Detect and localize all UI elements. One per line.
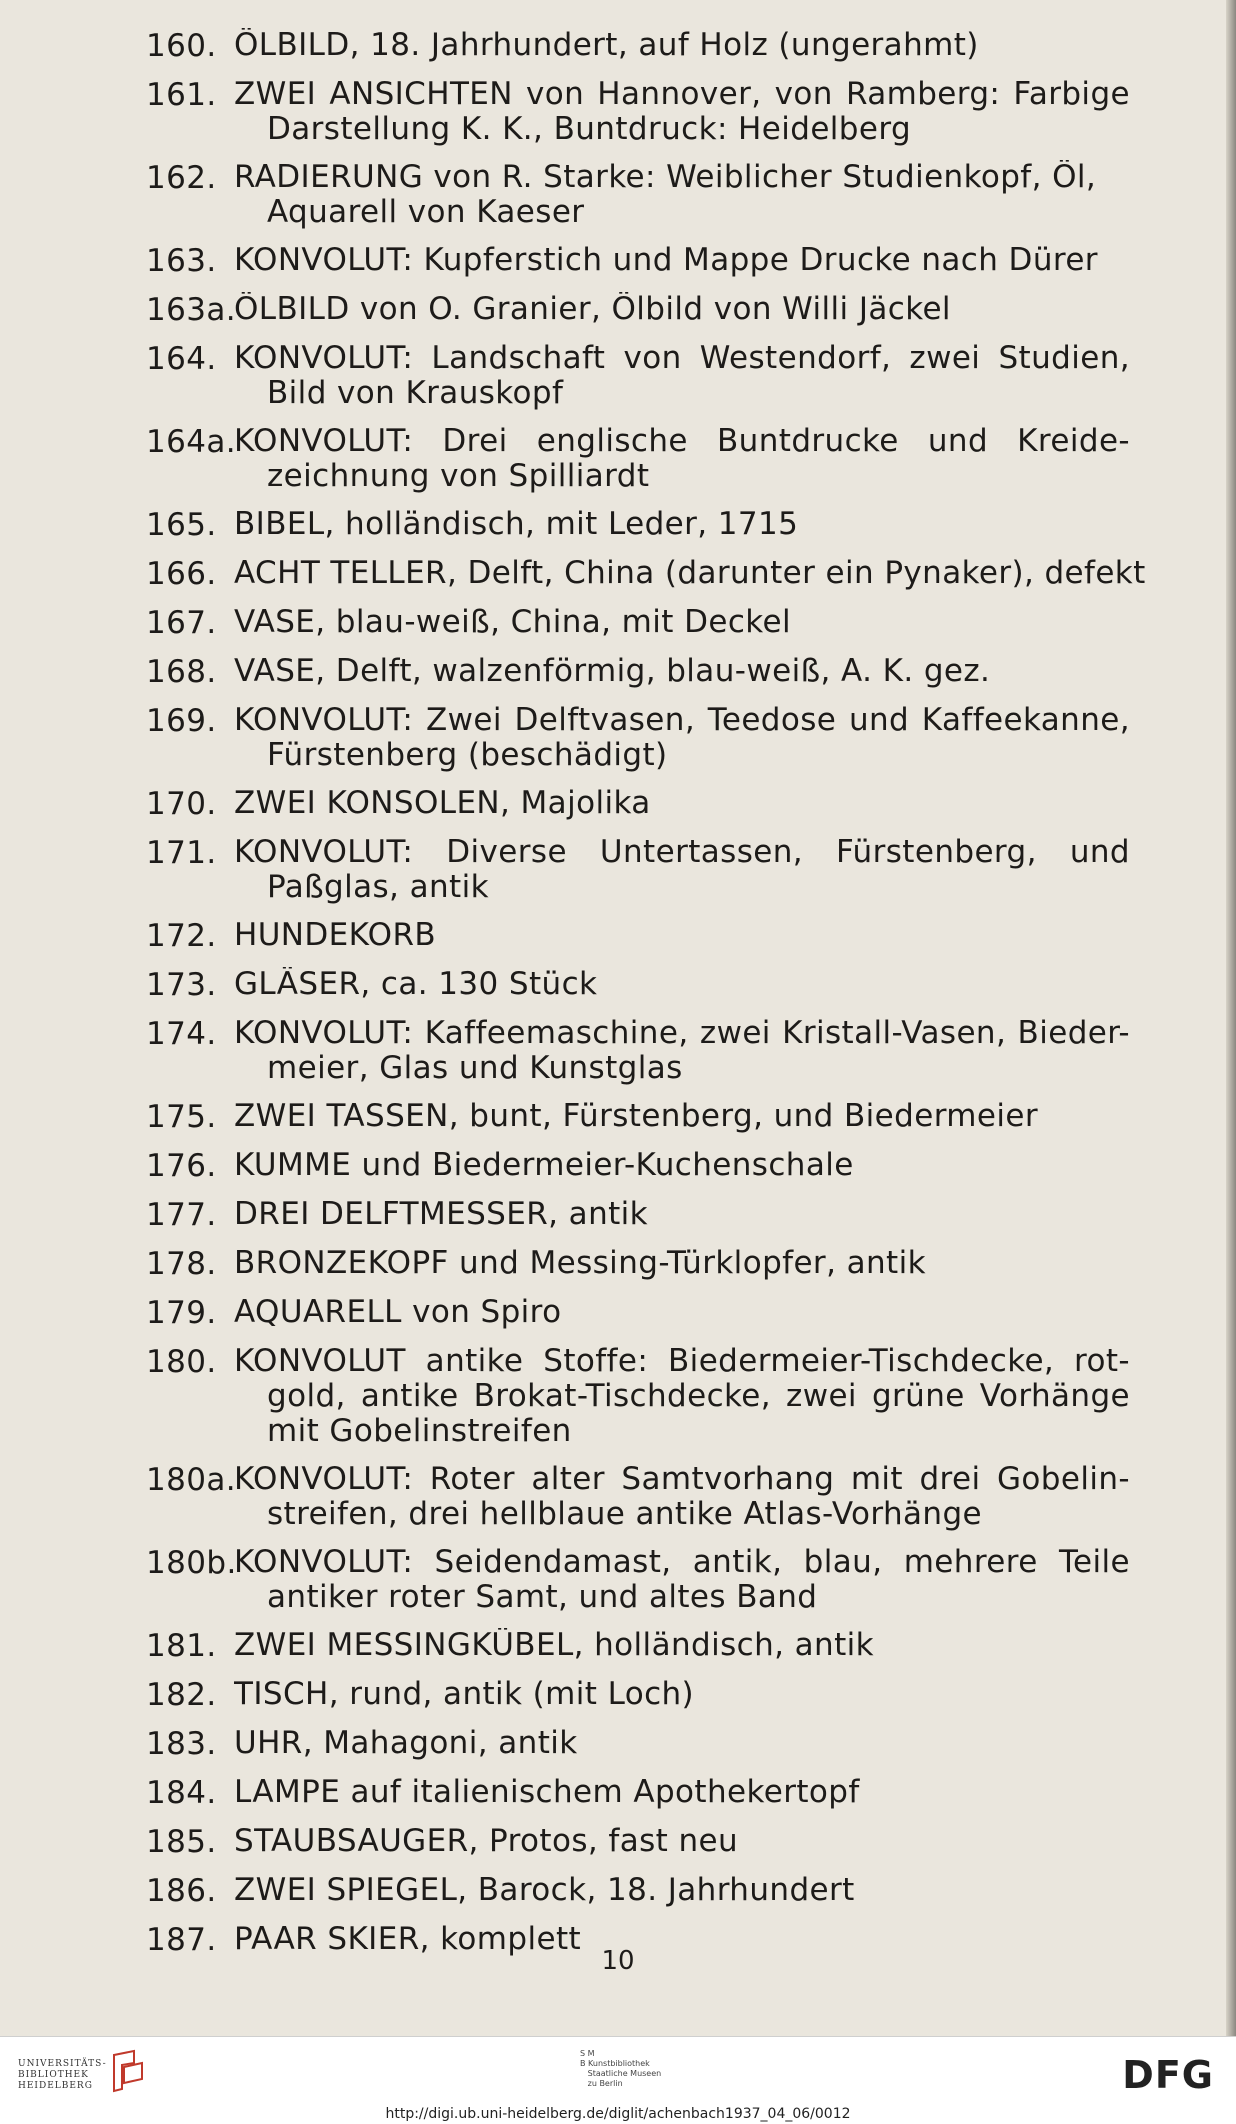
entry-number: 185. — [146, 1824, 217, 1860]
entry-line: VASE, blau-weiß, China, mit Deckel — [234, 605, 791, 640]
entry-line: ACHT TELLER, Delft, China (darunter ein Pynaker), defekt — [234, 556, 1146, 591]
entry-line: KONVOLUT: Drei englische Buntdrucke und Kreide- — [234, 424, 1130, 459]
entry-number: 166. — [146, 556, 217, 592]
catalog-entry — [146, 1099, 1130, 1135]
entry-text — [234, 292, 1130, 328]
entry-text — [234, 1344, 1130, 1449]
entry-number: 160. — [146, 28, 217, 64]
catalog-entry — [146, 605, 1130, 641]
library-name-line: UNIVERSITÄTS- — [18, 2059, 107, 2069]
entry-line: RADIERUNG von R. Starke: Weiblicher Studienkopf, Öl, — [234, 160, 1097, 195]
entry-line: Darstellung K. K., Buntdruck: Heidelberg — [267, 112, 912, 147]
entry-number: 180. — [146, 1344, 217, 1380]
entry-text — [234, 1677, 1130, 1713]
entry-number: 172. — [146, 918, 217, 954]
entry-number: 187. — [146, 1922, 217, 1958]
entry-line: Paßglas, antik — [267, 870, 489, 905]
catalog-entry — [146, 967, 1130, 1003]
entry-line: Fürstenberg (beschädigt) — [267, 738, 668, 773]
catalog-entry — [146, 1016, 1130, 1086]
entry-text — [234, 703, 1130, 773]
catalog-entry — [146, 703, 1130, 773]
entry-line: UHR, Mahagoni, antik — [234, 1726, 578, 1761]
entry-text — [234, 918, 1130, 954]
entry-text — [234, 556, 1146, 592]
entry-number: 163. — [146, 243, 217, 279]
entry-line: KONVOLUT antike Stoffe: Biedermeier-Tischdecke, rot- — [234, 1344, 1130, 1379]
entry-text — [234, 786, 1130, 822]
catalog-entry — [146, 556, 1146, 592]
entry-number: 184. — [146, 1775, 217, 1811]
entry-text — [234, 1148, 1130, 1184]
catalog-entry — [146, 1295, 1130, 1331]
entry-text — [234, 605, 1130, 641]
smb-logo-text: S M B Kunstbibliothek Staatliche Museen zu Berlin — [580, 2049, 662, 2088]
entry-text — [234, 1726, 1130, 1762]
entry-line: KONVOLUT: Diverse Untertassen, Fürstenberg, und — [234, 835, 1130, 870]
entry-number: 186. — [146, 1873, 217, 1909]
entry-text — [234, 1873, 1130, 1909]
catalog-entry — [146, 1545, 1130, 1615]
catalog-entry — [146, 1677, 1130, 1713]
entry-number: 180a. — [146, 1462, 237, 1498]
catalog-entry — [146, 1344, 1130, 1449]
entry-text — [234, 1246, 1130, 1282]
entry-line: ÖLBILD von O. Granier, Ölbild von Willi Jäckel — [234, 292, 951, 327]
entry-number: 179. — [146, 1295, 217, 1331]
catalog-list — [146, 28, 1146, 1971]
entry-line: ZWEI SPIEGEL, Barock, 18. Jahrhundert — [234, 1873, 855, 1908]
catalog-entry — [146, 77, 1130, 147]
page-number: 10 — [601, 1946, 635, 1976]
entry-line: GLÄSER, ca. 130 Stück — [234, 967, 598, 1002]
catalog-entry — [146, 160, 1130, 230]
entry-line: TISCH, rund, antik (mit Loch) — [234, 1677, 695, 1712]
entry-line: KONVOLUT: Kaffeemaschine, zwei Kristall-Vasen, Bieder- — [234, 1016, 1130, 1051]
entry-number: 175. — [146, 1099, 217, 1135]
entry-text — [234, 1295, 1130, 1331]
footer-bar — [0, 2036, 1236, 2105]
entry-number: 170. — [146, 786, 217, 822]
entry-text — [234, 1016, 1130, 1086]
entry-text — [234, 1462, 1130, 1532]
entry-line: gold, antike Brokat-Tischdecke, zwei grüne Vorhänge — [267, 1379, 1130, 1414]
library-name-line: HEIDELBERG — [18, 2081, 93, 2091]
entry-line: Aquarell von Kaeser — [267, 195, 585, 230]
entry-line: HUNDEKORB — [234, 918, 437, 953]
entry-line: DREI DELFTMESSER, antik — [234, 1197, 649, 1232]
entry-line: Bild von Krauskopf — [267, 376, 564, 411]
entry-line: KONVOLUT: Landschaft von Westendorf, zwei Studien, — [234, 341, 1130, 376]
entry-text — [234, 654, 1130, 690]
catalog-entry — [146, 507, 1130, 543]
entry-number: 167. — [146, 605, 217, 641]
entry-line: STAUBSAUGER, Protos, fast neu — [234, 1824, 739, 1859]
entry-line: BRONZEKOPF und Messing-Türklopfer, antik — [234, 1246, 926, 1281]
entry-number: 174. — [146, 1016, 217, 1052]
entry-line: ZWEI ANSICHTEN von Hannover, von Ramberg: Farbige — [234, 77, 1130, 112]
catalog-entry — [146, 292, 1130, 328]
entry-line: ZWEI KONSOLEN, Majolika — [234, 786, 651, 821]
entry-number: 162. — [146, 160, 217, 196]
catalog-entry — [146, 1726, 1130, 1762]
catalog-entry — [146, 1873, 1130, 1909]
catalog-entry — [146, 1148, 1130, 1184]
entry-number: 180b. — [146, 1545, 237, 1581]
entry-text — [234, 1197, 1130, 1233]
entry-text — [234, 1545, 1130, 1615]
catalog-entry — [146, 1824, 1130, 1860]
entry-line: KONVOLUT: Roter alter Samtvorhang mit drei Gobelin- — [234, 1462, 1130, 1497]
entry-line: PAAR SKIER, komplett — [234, 1922, 582, 1957]
catalog-entry — [146, 1462, 1130, 1532]
entry-text — [234, 243, 1130, 279]
entry-text — [234, 77, 1130, 147]
entry-number: 168. — [146, 654, 217, 690]
entry-line: AQUARELL von Spiro — [234, 1295, 562, 1330]
entry-text — [234, 160, 1130, 230]
library-name — [18, 2059, 107, 2092]
catalog-entry — [146, 28, 1130, 64]
entry-number: 171. — [146, 835, 217, 871]
entry-number: 161. — [146, 77, 217, 113]
entry-number: 173. — [146, 967, 217, 1003]
entry-text — [234, 424, 1130, 494]
catalog-entry — [146, 654, 1130, 690]
entry-number: 163a. — [146, 292, 237, 328]
entry-line: ZWEI TASSEN, bunt, Fürstenberg, und Biedermeier — [234, 1099, 1039, 1134]
catalog-entry — [146, 1628, 1130, 1664]
catalog-entry — [146, 918, 1130, 954]
entry-number: 176. — [146, 1148, 217, 1184]
catalog-entry — [146, 1246, 1130, 1282]
catalog-entry — [146, 1775, 1130, 1811]
catalog-entry — [146, 424, 1130, 494]
entry-line: KONVOLUT: Kupferstich und Mappe Drucke nach Dürer — [234, 243, 1098, 278]
ub-logo-icon — [110, 2049, 146, 2093]
entry-line: KONVOLUT: Seidendamast, antik, blau, mehrere Teile — [234, 1545, 1130, 1580]
entry-line: zeichnung von Spilliardt — [267, 459, 650, 494]
catalog-entry — [146, 243, 1130, 279]
entry-text — [234, 1775, 1130, 1811]
entry-number: 165. — [146, 507, 217, 543]
entry-line: antiker roter Samt, und altes Band — [267, 1580, 818, 1615]
entry-number: 164. — [146, 341, 217, 377]
entry-number: 181. — [146, 1628, 217, 1664]
entry-number: 178. — [146, 1246, 217, 1282]
entry-number: 164a. — [146, 424, 237, 460]
dfg-logo: DFG — [1122, 2053, 1214, 2097]
source-url[interactable]: http://digi.ub.uni-heidelberg.de/diglit/achenbach1937_04_06/0012 — [0, 2104, 1236, 2124]
entry-text — [234, 835, 1130, 905]
entry-text — [234, 967, 1130, 1003]
entry-line: ÖLBILD, 18. Jahrhundert, auf Holz (ungerahmt) — [234, 28, 979, 63]
entry-number: 182. — [146, 1677, 217, 1713]
entry-line: VASE, Delft, walzenförmig, blau-weiß, A. K. gez. — [234, 654, 991, 689]
entry-line: KUMME und Biedermeier-Kuchenschale — [234, 1148, 854, 1183]
entry-line: KONVOLUT: Zwei Delftvasen, Teedose und Kaffeekanne, — [234, 703, 1130, 738]
catalog-entry — [146, 1197, 1130, 1233]
entry-text — [234, 1099, 1130, 1135]
catalog-entry — [146, 341, 1130, 411]
entry-number: 177. — [146, 1197, 217, 1233]
catalog-entry — [146, 786, 1130, 822]
library-name-line: BIBLIOTHEK — [18, 2070, 89, 2080]
entry-text — [234, 507, 1130, 543]
entry-text — [234, 28, 1130, 64]
entry-line: LAMPE auf italienischem Apothekertopf — [234, 1775, 860, 1810]
entry-number: 183. — [146, 1726, 217, 1762]
entry-line: BIBEL, holländisch, mit Leder, 1715 — [234, 507, 799, 542]
catalog-entry — [146, 835, 1130, 905]
entry-line: mit Gobelinstreifen — [267, 1414, 572, 1449]
entry-line: meier, Glas und Kunstglas — [267, 1051, 683, 1086]
entry-text — [234, 341, 1130, 411]
entry-number: 169. — [146, 703, 217, 739]
entry-text — [234, 1628, 1130, 1664]
entry-text — [234, 1824, 1130, 1860]
entry-line: streifen, drei hellblaue antike Atlas-Vorhänge — [267, 1497, 983, 1532]
entry-line: ZWEI MESSINGKÜBEL, holländisch, antik — [234, 1628, 875, 1663]
